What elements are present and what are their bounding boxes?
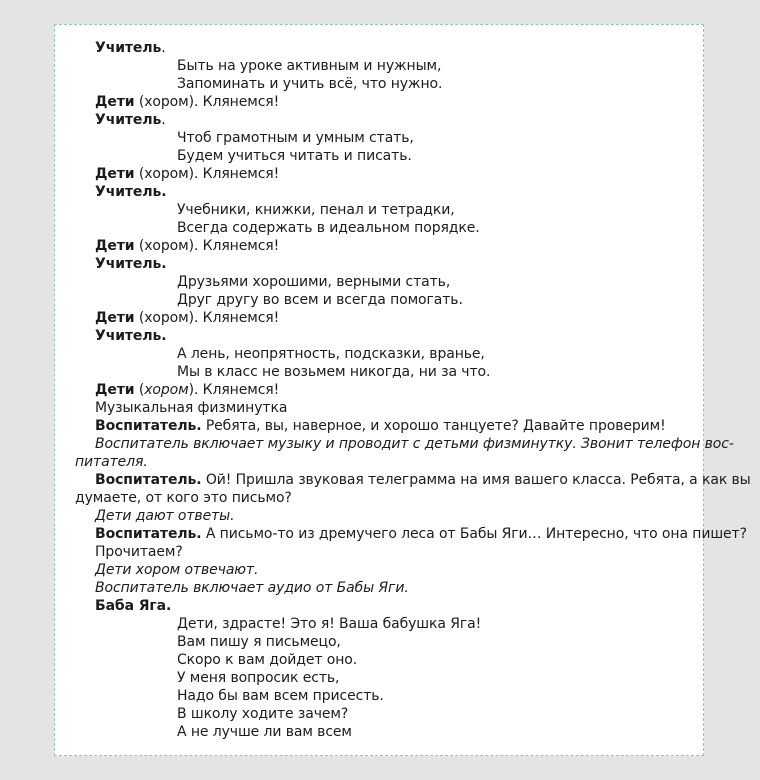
reply-line: [75, 165, 697, 183]
verse-line: У меня вопросик есть,: [177, 670, 340, 686]
speech-line: [75, 471, 751, 489]
reply-text: ). Клянемся!: [188, 382, 280, 398]
reply-line: [75, 381, 697, 399]
speaker-name: Учитель.: [95, 328, 167, 344]
reply-text: . Клянемся!: [193, 94, 280, 110]
speech-text: Ой! Пришла звуковая телеграмма на имя вашего класса. Ребята, а как вы: [201, 472, 751, 488]
stage-note: Воспитатель включает аудио от Бабы Яги.: [95, 580, 409, 596]
stage-note: Воспитатель включает музыку и проводит с детьми физминутку. Звонит телефон вос-: [95, 436, 734, 452]
speaker-punct: .: [161, 40, 166, 56]
reply-line: [75, 93, 697, 111]
speaker-name: Учитель: [95, 40, 162, 56]
verse-line: Вам пишу я письмецо,: [177, 634, 341, 650]
speaker-line: [75, 183, 697, 201]
speaker-name: Баба Яга.: [95, 598, 172, 614]
stage-direction: хором: [144, 382, 189, 398]
stage-note-continuation: питателя.: [75, 454, 148, 470]
speech-text: А письмо-то из дремучего леса от Бабы Яги… Интересно, что она пишет?: [201, 526, 747, 542]
reply-line: [75, 309, 697, 327]
speaker-name: Воспитатель.: [95, 472, 202, 488]
verse-line: Друг другу во всем и всегда помогать.: [177, 292, 463, 308]
speaker-line: [75, 327, 697, 345]
speaker-line: [75, 111, 697, 129]
reply-text: . Клянемся!: [193, 238, 280, 254]
stage-direction: (хором): [138, 94, 194, 110]
reply-line: [75, 237, 697, 255]
verse-line: Мы в класс не возьмем никогда, ни за что.: [177, 364, 491, 380]
speech-text: Ребята, вы, наверное, и хорошо танцуете? Давайте проверим!: [201, 418, 666, 434]
verse-line: А лень, неопрятность, подсказки, вранье,: [177, 346, 485, 362]
verse-line: Учебники, книжки, пенал и тетрадки,: [177, 202, 455, 218]
speech-line: [75, 417, 697, 435]
verse-line: Надо бы вам всем присесть.: [177, 688, 384, 704]
verse-line: Быть на уроке активным и нужным,: [177, 58, 442, 74]
speech-line: [75, 525, 747, 543]
reply-text: . Клянемся!: [193, 166, 280, 182]
paren-open: (: [134, 382, 145, 398]
reply-text: . Клянемся!: [193, 310, 280, 326]
verse-line: Будем учиться читать и писать.: [177, 148, 412, 164]
speaker-name: Дети: [95, 166, 135, 182]
section-heading: Музыкальная физминутка: [95, 400, 288, 416]
speaker-name: Дети: [95, 238, 135, 254]
verse-line: Всегда содержать в идеальном порядке.: [177, 220, 480, 236]
speaker-name: Учитель: [95, 112, 162, 128]
stage-note: Дети дают ответы.: [95, 508, 235, 524]
speaker-line: [75, 255, 697, 273]
speaker-line: [75, 39, 697, 57]
verse-line: А не лучше ли вам всем: [177, 724, 352, 740]
document-body: [75, 39, 751, 741]
stage-direction: (хором): [138, 166, 194, 182]
speaker-name: Воспитатель.: [95, 526, 202, 542]
speaker-punct: .: [161, 112, 166, 128]
speaker-name: Учитель.: [95, 184, 167, 200]
verse-line: Дети, здрасте! Это я! Ваша бабушка Яга!: [177, 616, 482, 632]
speech-continuation: Прочитаем?: [95, 544, 183, 560]
speaker-name: Учитель.: [95, 256, 167, 272]
speaker-name: Дети: [95, 94, 135, 110]
speaker-line: [75, 597, 697, 615]
stage-note: Дети хором отвечают.: [95, 562, 259, 578]
verse-line: Скоро к вам дойдет оно.: [177, 652, 358, 668]
verse-line: Друзьями хорошими, верными стать,: [177, 274, 451, 290]
stage-direction: (хором): [138, 238, 194, 254]
speaker-name: Воспитатель.: [95, 418, 202, 434]
speaker-name: Дети: [95, 382, 135, 398]
speech-continuation: думаете, от кого это письмо?: [75, 490, 292, 506]
stage-direction: (хором): [138, 310, 194, 326]
verse-line: Запоминать и учить всё, что нужно.: [177, 76, 443, 92]
verse-line: Чтоб грамотным и умным стать,: [177, 130, 414, 146]
speaker-name: Дети: [95, 310, 135, 326]
document-page: [54, 24, 751, 756]
verse-line: В школу ходите зачем?: [177, 706, 349, 722]
